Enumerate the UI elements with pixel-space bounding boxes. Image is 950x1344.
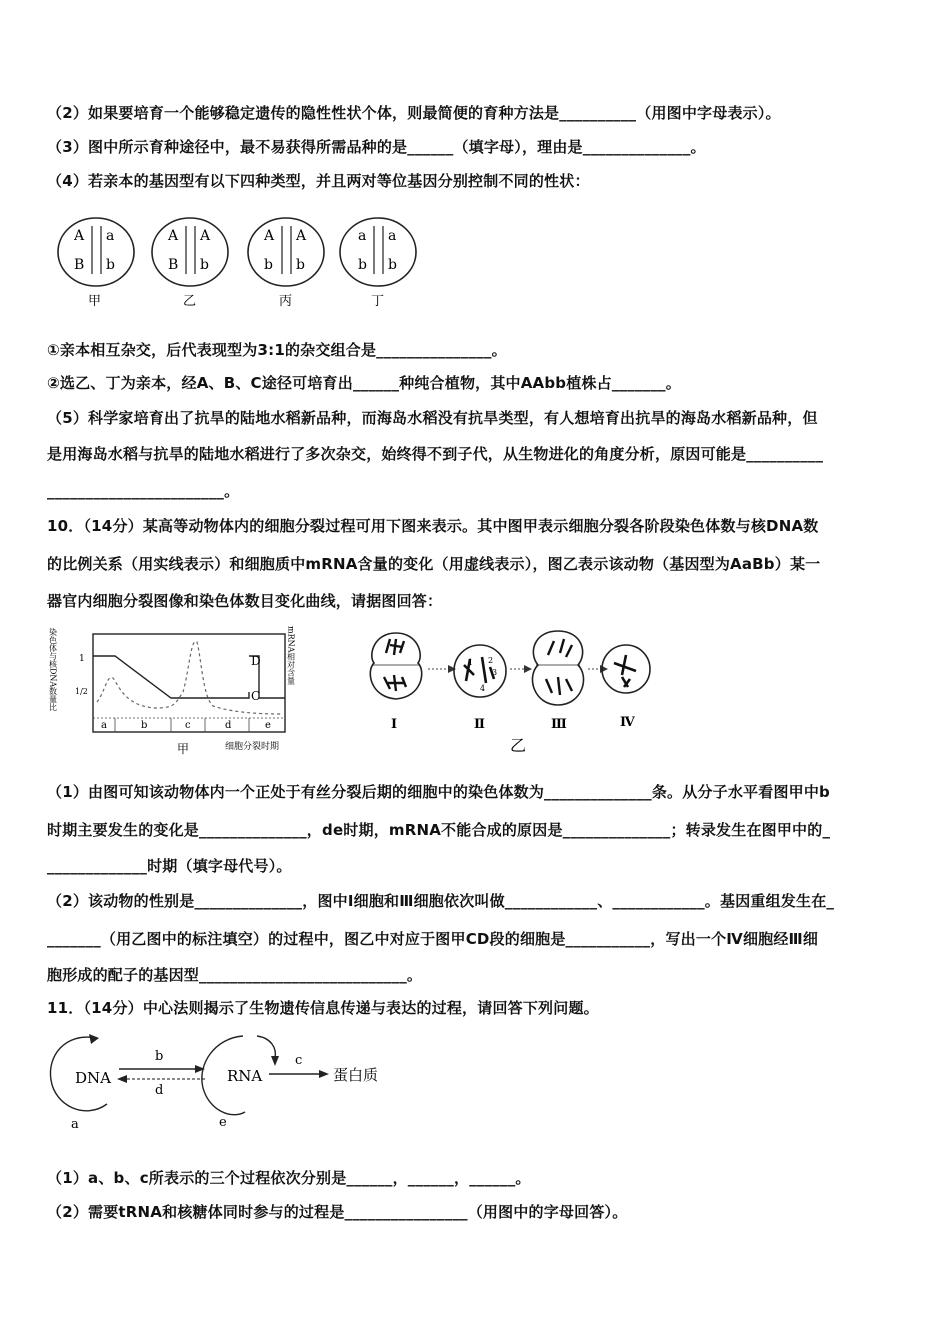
q10-graph-jia xyxy=(45,622,315,757)
q11-central-dogma-diagram xyxy=(45,1028,405,1133)
chromosome-dna-ratio-line xyxy=(93,656,249,698)
cell-label-2: Ⅱ xyxy=(474,717,485,732)
graph-y-left-label: 染色体与核DNA数量比 xyxy=(48,628,58,712)
dogma-e: e xyxy=(219,1115,227,1130)
cell2-num-2: 2 xyxy=(488,656,494,665)
cell-label-1: Ⅰ xyxy=(391,717,398,732)
cell-division-1 xyxy=(370,633,421,699)
graph-caption-jia: 甲 xyxy=(177,742,190,756)
mrna-content-line xyxy=(97,641,281,714)
q10-part1-line1: （1）由图可知该动物体内一个正处于有丝分裂后期的细胞中的染色体数为______________条。从分子水平看图甲中b xyxy=(47,783,830,801)
cell-yi xyxy=(152,218,228,309)
cell-yi-gene-br: b xyxy=(200,257,209,273)
cell-label-4: Ⅳ xyxy=(620,715,635,730)
cell-division-4 xyxy=(602,645,650,693)
cell2-num-4: 4 xyxy=(480,684,486,693)
q9-part5-line2: 是用海岛水稻与抗旱的陆地水稻进行了多次杂交，始终得不到子代，从生物进化的角度分析，原因可能是__________ xyxy=(47,445,824,463)
cell-ding-gene-tr: a xyxy=(388,228,397,244)
cell-jia-gene-tl: A xyxy=(74,228,85,244)
graph-period-e: e xyxy=(265,720,271,731)
graph-period-d: d xyxy=(225,720,232,731)
cell-jia-gene-br: b xyxy=(106,257,115,273)
graph-y-right-label: mRNA相对含量 xyxy=(286,626,296,685)
graph-tick-half: 1/2 xyxy=(75,687,88,696)
cell2-num-1: 1 xyxy=(468,658,474,667)
cell-bing-gene-br: b xyxy=(296,257,305,273)
q10-part2-line1: （2）该动物的性别是______________，图中Ⅰ细胞和Ⅲ细胞依次叫做____________、____________。基因重组发生在_ xyxy=(47,892,835,910)
cell-ding-label: 丁 xyxy=(371,294,385,309)
cell-yi-gene-bl: B xyxy=(168,257,179,273)
graph-tick-1: 1 xyxy=(79,654,85,664)
dogma-c: c xyxy=(295,1053,303,1068)
dogma-dna: DNA xyxy=(75,1069,111,1087)
dogma-b: b xyxy=(155,1049,164,1064)
cell-jia-gene-bl: B xyxy=(74,257,85,273)
q11-part2: （2）需要tRNA和核糖体同时参与的过程是________________（用图中的字母回答）。 xyxy=(47,1203,628,1221)
cell2-num-3: 3 xyxy=(492,668,498,677)
cell-caption-yi: 乙 xyxy=(510,736,527,755)
dogma-rna: RNA xyxy=(227,1067,263,1085)
q9-part5-line3: _______________________。 xyxy=(47,482,240,500)
cell-ding xyxy=(340,218,416,309)
q9-part3: （3）图中所示育种途径中，最不易获得所需品种的是______（填字母），理由是______________。 xyxy=(47,138,706,156)
q11-intro: 11．（14分）中心法则揭示了生物遗传信息传递与表达的过程，请回答下列问题。 xyxy=(47,999,599,1017)
graph-mark-c: C xyxy=(251,689,261,703)
q10-cell-division-figure xyxy=(360,625,660,755)
q10-intro-line2: 的比例关系（用实线表示）和细胞质中mRNA含量的变化（用虚线表示），图乙表示该动物（基因型为AaBb）某一 xyxy=(47,555,821,573)
cell-yi-label: 乙 xyxy=(183,294,197,309)
q11-part1: （1）a、b、c所表示的三个过程依次分别是______，______，______。 xyxy=(47,1169,531,1187)
q9-part4: （4）若亲本的基因型有以下四种类型，并且两对等位基因分别控制不同的性状： xyxy=(47,172,590,190)
cell-ding-gene-tl: a xyxy=(358,228,367,244)
q10-part1-line2: 时期主要发生的变化是______________，de时期，mRNA不能合成的原因是______________；转录发生在图甲中的_ xyxy=(47,821,831,839)
cell-division-2 xyxy=(454,645,506,697)
graph-period-c: c xyxy=(185,720,191,731)
graph-x-label: 细胞分裂时期 xyxy=(225,742,280,752)
graph-mark-d: D xyxy=(251,654,261,668)
q10-part1-line3: _____________时期（填字母代号）。 xyxy=(47,857,292,875)
cell-division-3 xyxy=(532,631,583,705)
cell-yi-gene-tl: A xyxy=(168,228,179,244)
graph-period-b: b xyxy=(141,720,148,731)
dogma-protein: 蛋白质 xyxy=(333,1066,379,1084)
dogma-d: d xyxy=(155,1083,164,1098)
cell-bing-label: 丙 xyxy=(279,294,293,309)
graph-period-a: a xyxy=(101,720,107,731)
q10-intro-line3: 器官内细胞分裂图像和染色体数目变化曲线，请据图回答： xyxy=(47,592,443,610)
cell-label-3: Ⅲ xyxy=(551,717,567,732)
graph-frame xyxy=(93,634,285,732)
q9-part2: （2）如果要培育一个能够稳定遗传的隐性性状个体，则最简便的育种方法是__________（用图中字母表示）。 xyxy=(47,104,781,122)
cell-jia-gene-tr: a xyxy=(106,228,115,244)
q9-part5-line1: （5）科学家培育出了抗旱的陆地水稻新品种，而海岛水稻没有抗旱类型，有人想培育出抗旱的海岛水稻新品种，但 xyxy=(47,409,818,427)
cell-jia-label: 甲 xyxy=(88,294,102,309)
cell-bing-gene-tr: A xyxy=(296,228,307,244)
q9-sub2: ②选乙、丁为亲本，经A、B、C途径可培育出______种纯合植物，其中AAbb植株占_______。 xyxy=(47,374,681,392)
q10-part2-line2: _______（用乙图中的标注填空）的过程中，图乙中对应于图甲CD段的细胞是___________，写出一个Ⅳ细胞经Ⅲ细 xyxy=(47,930,819,948)
dogma-a: a xyxy=(71,1117,79,1132)
q9-cell-genotype-figure xyxy=(50,212,430,312)
cell-jia xyxy=(58,218,134,309)
cell-bing-gene-tl: A xyxy=(264,228,275,244)
cell-ding-gene-bl: b xyxy=(358,257,367,273)
cell-bing-gene-bl: b xyxy=(264,257,273,273)
cell-ding-gene-br: b xyxy=(388,257,397,273)
q10-part2-line3: 胞形成的配子的基因型___________________________。 xyxy=(47,966,423,984)
cell-yi-gene-tr: A xyxy=(200,228,211,244)
cell-bing xyxy=(248,218,324,309)
q10-intro-line1: 10．（14分）某高等动物体内的细胞分裂过程可用下图来表示。其中图甲表示细胞分裂各阶段染色体数与核DNA数 xyxy=(47,517,819,535)
q9-sub1: ①亲本相互杂交，后代表现型为3:1的杂交组合是_______________。 xyxy=(47,341,507,359)
